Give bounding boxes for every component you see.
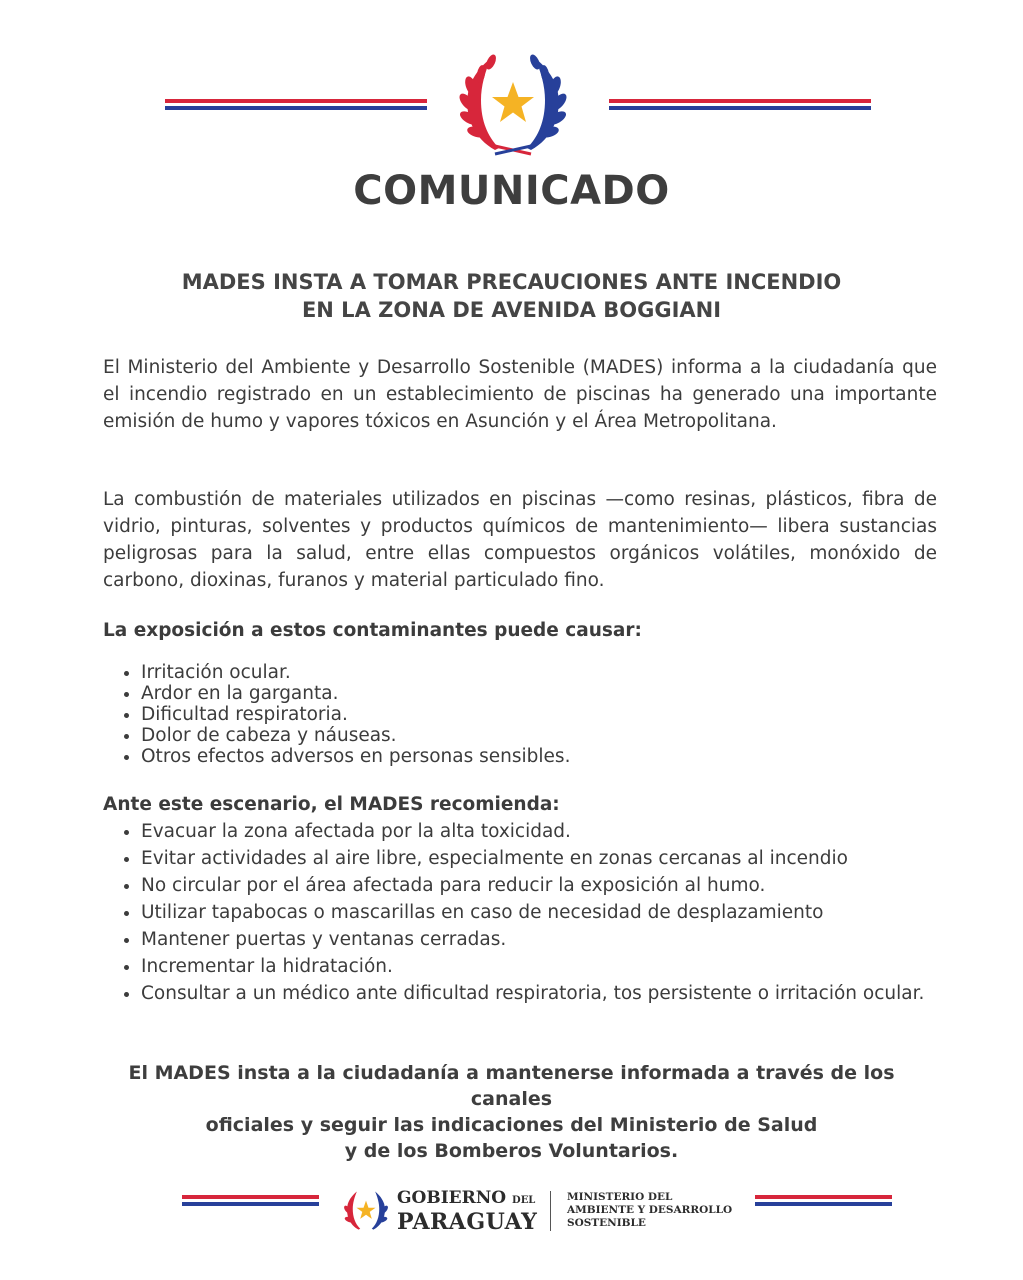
- list-item: • Ardor en la garganta.: [141, 683, 1001, 704]
- effects-heading: La exposición a estos contaminantes puede causar:: [103, 620, 642, 641]
- closing-line-3: y de los Bomberos Voluntarios.: [344, 1140, 679, 1162]
- bottom-left-flag-stripe: [182, 1195, 319, 1210]
- subtitle-line-1: MADES INSTA A TOMAR PRECAUCIONES ANTE INCENDIO: [181, 270, 842, 294]
- page-title: COMUNICADO: [353, 168, 670, 214]
- recommendations-list: [103, 818, 961, 1007]
- list-item: • Incrementar la hidratación.: [141, 953, 961, 980]
- gov-del: DEL: [512, 1195, 536, 1206]
- government-emblem-icon: [342, 1188, 390, 1234]
- top-right-flag-stripe: [609, 99, 871, 114]
- list-item: • No circular por el área afectada para reducir la exposición al humo.: [141, 872, 961, 899]
- ministry-line-1: MINISTERIO DEL: [567, 1191, 673, 1203]
- gov-line-1: GOBIERNO: [397, 1188, 507, 1208]
- top-left-flag-stripe: [165, 99, 427, 114]
- ministry-line-3: SOSTENIBLE: [567, 1217, 646, 1229]
- list-item: • Dificultad respiratoria.: [141, 704, 1001, 725]
- subtitle-line-2: EN LA ZONA DE AVENIDA BOGGIANI: [301, 298, 722, 322]
- closing-line-2: oficiales y seguir las indicaciones del Ministerio de Salud: [205, 1114, 818, 1136]
- list-item: • Utilizar tapabocas o mascarillas en caso de necesidad de desplazamiento: [141, 899, 961, 926]
- paragraph-intro: El Ministerio del Ambiente y Desarrollo Sostenible (MADES) informa a la ciudadanía que el incendio registrado en un establecimiento de piscinas ha generado una importante emisión de humo y vapores tóxicos en Asunción y el Área Metropolitana.: [103, 357, 937, 432]
- national-emblem-icon: [455, 50, 571, 160]
- recommendations-heading: Ante este escenario, el MADES recomienda:: [103, 794, 560, 815]
- list-item: • Mantener puertas y ventanas cerradas.: [141, 926, 961, 953]
- list-item: • Otros efectos adversos en personas sensibles.: [141, 746, 1001, 767]
- list-item: • Evitar actividades al aire libre, especialmente en zonas cercanas al incendio: [141, 845, 961, 872]
- communique-subtitle: [120, 268, 903, 324]
- list-item: • Consultar a un médico ante dificultad respiratoria, tos persistente o irritación ocular.: [141, 980, 961, 1007]
- ministry-logo-text: [567, 1191, 732, 1230]
- government-logo-text: [397, 1189, 542, 1234]
- closing-statement: [90, 1060, 933, 1164]
- closing-line-1: El MADES insta a la ciudadanía a mantenerse informada a través de los canales: [128, 1062, 895, 1110]
- bottom-right-flag-stripe: [755, 1195, 892, 1210]
- list-item: • Irritación ocular.: [141, 662, 1001, 683]
- footer-divider: [550, 1191, 551, 1231]
- gov-line-2: PARAGUAY: [397, 1209, 538, 1235]
- paragraph-combustion: La combustión de materiales utilizados en piscinas —como resinas, plásticos, fibra de vidrio, pinturas, solventes y productos químicos de mantenimiento— libera sustancias peligrosas para la salud, entre ellas compuestos orgánicos volátiles, monóxido de carbono, dioxinas, furanos y material particulado fino.: [103, 489, 937, 591]
- effects-list: [103, 662, 1001, 767]
- list-item: • Evacuar la zona afectada por la alta toxicidad.: [141, 818, 961, 845]
- list-item: • Dolor de cabeza y náuseas.: [141, 725, 1001, 746]
- ministry-line-2: AMBIENTE Y DESARROLLO: [567, 1204, 733, 1216]
